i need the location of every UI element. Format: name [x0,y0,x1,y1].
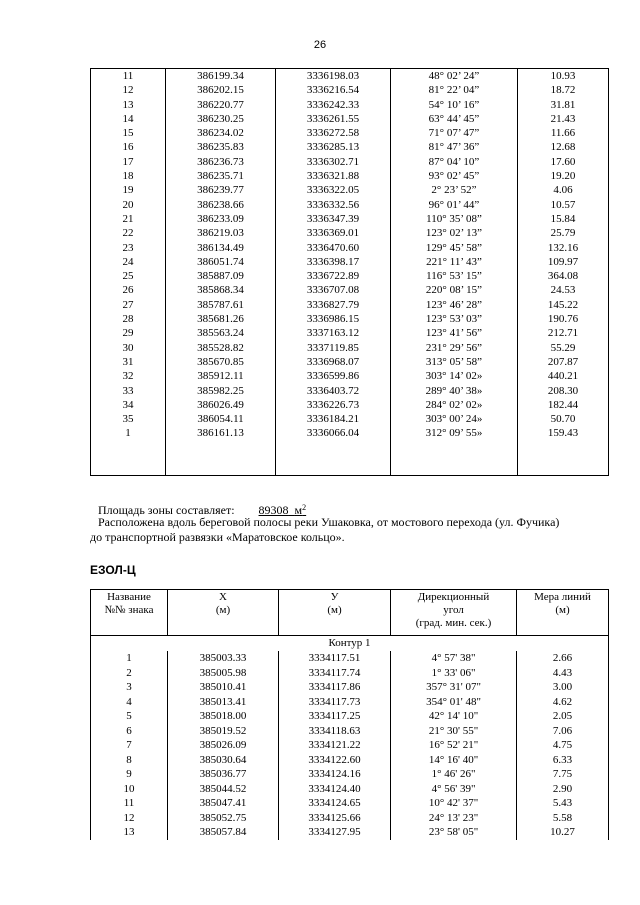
table-row [91,426,609,440]
line-length: 10.57 [518,198,609,212]
x-coordinate: 385681.26 [166,312,276,326]
point-number: 33 [91,384,166,398]
bearing-angle: 14° 16' 40" [391,753,517,768]
point-number: 30 [91,341,166,355]
bearing-angle: 24° 13' 23" [391,811,517,826]
bearing-angle: 81° 22’ 04” [391,83,518,97]
x-coordinate: 386235.71 [166,169,276,183]
table-row [91,355,609,369]
line-length: 55.29 [518,341,609,355]
line-length: 440.21 [518,369,609,383]
bearing-angle: 63° 44’ 45” [391,112,518,126]
bearing-angle: 284° 02’ 02» [391,398,518,412]
bearing-angle: 312° 09’ 55» [391,426,518,440]
y-coordinate: 3336332.56 [276,198,391,212]
line-length: 5.43 [517,796,609,811]
table-row [91,796,609,811]
line-length: 145.22 [518,298,609,312]
y-coordinate: 3336347.39 [276,212,391,226]
line-length: 190.76 [518,312,609,326]
x-coordinate: 386220.77 [166,98,276,112]
table-row [91,738,609,753]
x-coordinate: 386233.09 [166,212,276,226]
line-length: 17.60 [518,155,609,169]
zone-area-unit: $м^2$ [294,503,307,517]
point-number: 11 [91,69,166,84]
point-number: 15 [91,126,166,140]
empty-cell [276,441,391,476]
x-coordinate: 386230.25 [166,112,276,126]
bearing-angle: 313° 05’ 58” [391,355,518,369]
x-coordinate: 386239.77 [166,183,276,197]
table-row [91,811,609,826]
line-length: 24.53 [518,283,609,297]
y-coordinate: 3334117.51 [279,651,391,666]
empty-cell [166,441,276,476]
line-length: 159.43 [518,426,609,440]
line-length: 2.66 [517,651,609,666]
point-number: 1 [91,426,166,440]
line-length: 109.97 [518,255,609,269]
line-length: 7.75 [517,767,609,782]
line-length: 4.62 [517,695,609,710]
bearing-angle: 123° 41’ 56” [391,326,518,340]
bearing-angle: 231° 29’ 56” [391,341,518,355]
x-coordinate: 386234.02 [166,126,276,140]
line-length: 50.70 [518,412,609,426]
empty-cell [518,441,609,476]
line-length: 132.16 [518,241,609,255]
table-row [91,226,609,240]
x-coordinate: 386238.66 [166,198,276,212]
bearing-angle: 110° 35’ 08” [391,212,518,226]
y-coordinate: 3336403.72 [276,384,391,398]
bearing-angle: 289° 40’ 38» [391,384,518,398]
point-number: 18 [91,169,166,183]
point-number: 16 [91,140,166,154]
table-row [91,825,609,840]
table-header-row [91,590,609,636]
x-coordinate: 385982.25 [166,384,276,398]
ezol-c-table-body [91,636,609,840]
bearing-angle: 303° 14’ 02» [391,369,518,383]
line-length: 18.72 [518,83,609,97]
x-coordinate: 385005.98 [168,666,279,681]
x-coordinate: 386134.49 [166,241,276,255]
y-coordinate: 3334121.22 [279,738,391,753]
line-length: 19.20 [518,169,609,183]
x-coordinate: 386202.15 [166,83,276,97]
y-coordinate: 3334124.65 [279,796,391,811]
y-coordinate: 3336242.33 [276,98,391,112]
empty-row [91,441,609,476]
point-number: 19 [91,183,166,197]
table-row [91,384,609,398]
y-coordinate: 3336322.05 [276,183,391,197]
table-row [91,651,609,666]
zone-location-line2: до транспортной развязки «Маратовское кольцо». [90,530,345,544]
table-row [91,155,609,169]
section-title: ЕЗОЛ-Ц [90,563,136,577]
x-coordinate: 385003.33 [168,651,279,666]
x-coordinate: 386054.11 [166,412,276,426]
point-number: 25 [91,269,166,283]
x-coordinate: 385019.52 [168,724,279,739]
point-number: 28 [91,312,166,326]
table-row [91,83,609,97]
y-coordinate: 3336198.03 [276,69,391,84]
x-coordinate: 385030.64 [168,753,279,768]
page-number: 26 [313,39,327,51]
bearing-angle: 10° 42' 37" [391,796,517,811]
y-coordinate: 3334122.60 [279,753,391,768]
y-coordinate: 3336827.79 [276,298,391,312]
point-number: 6 [91,724,168,739]
table-row [91,709,609,724]
header-angle: Дирекционный угол (град. мин. сек.) [391,590,517,636]
y-coordinate: 3336986.15 [276,312,391,326]
bearing-angle: 1° 33' 06" [391,666,517,681]
point-number: 23 [91,241,166,255]
point-number: 17 [91,155,166,169]
table-row [91,283,609,297]
line-length: 7.06 [517,724,609,739]
line-length: 2.05 [517,709,609,724]
line-length: 208.30 [518,384,609,398]
bearing-angle: 123° 53’ 03” [391,312,518,326]
line-length: 31.81 [518,98,609,112]
table-row [91,183,609,197]
y-coordinate: 3334127.95 [279,825,391,840]
x-coordinate: 386199.34 [166,69,276,84]
bearing-angle: 4° 57' 38" [391,651,517,666]
table-row [91,298,609,312]
table-row [91,412,609,426]
x-coordinate: 385528.82 [166,341,276,355]
point-number: 20 [91,198,166,212]
point-number: 8 [91,753,168,768]
table-row [91,312,609,326]
point-number: 5 [91,709,168,724]
empty-cell [391,441,518,476]
coordinates-table-body [91,69,609,476]
table-row [91,369,609,383]
y-coordinate: 3337163.12 [276,326,391,340]
table-row [91,112,609,126]
point-number: 14 [91,112,166,126]
line-length: 4.06 [518,183,609,197]
y-coordinate: 3334117.86 [279,680,391,695]
line-length: 10.93 [518,69,609,84]
empty-cell [91,441,166,476]
y-coordinate: 3336968.07 [276,355,391,369]
y-coordinate: 3336226.73 [276,398,391,412]
table-row [91,69,609,84]
bearing-angle: 96° 01’ 44” [391,198,518,212]
y-coordinate: 3334117.73 [279,695,391,710]
y-coordinate: 3334117.74 [279,666,391,681]
y-coordinate: 3336216.54 [276,83,391,97]
line-length: 3.00 [517,680,609,695]
y-coordinate: 3336184.21 [276,412,391,426]
table-row [91,140,609,154]
bearing-angle: 1° 46' 26" [391,767,517,782]
bearing-angle: 21° 30' 55" [391,724,517,739]
line-length: 21.43 [518,112,609,126]
x-coordinate: 385047.41 [168,796,279,811]
bearing-angle: 4° 56' 39" [391,782,517,797]
y-coordinate: 3336369.01 [276,226,391,240]
y-coordinate: 3336321.88 [276,169,391,183]
table-row [91,724,609,739]
line-length: 25.79 [518,226,609,240]
line-length: 4.75 [517,738,609,753]
line-length: 10.27 [517,825,609,840]
line-length: 6.33 [517,753,609,768]
bearing-angle: 2° 23’ 52” [391,183,518,197]
header-y: У (м) [279,590,391,636]
bearing-angle: 357° 31' 07" [391,680,517,695]
point-number: 7 [91,738,168,753]
point-number: 3 [91,680,168,695]
table-row [91,269,609,283]
zone-area-value: 89308 [258,503,289,517]
point-number: 2 [91,666,168,681]
x-coordinate: 386219.03 [166,226,276,240]
line-length: 182.44 [518,398,609,412]
table-row [91,767,609,782]
line-length: 12.68 [518,140,609,154]
point-number: 10 [91,782,168,797]
table-row [91,212,609,226]
y-coordinate: 3336285.13 [276,140,391,154]
x-coordinate: 386235.83 [166,140,276,154]
table-row [91,398,609,412]
table-row [91,98,609,112]
x-coordinate: 385010.41 [168,680,279,695]
point-number: 13 [91,98,166,112]
zone-area-label: Площадь зоны составляет: [98,503,235,517]
bearing-angle: 123° 46’ 28” [391,298,518,312]
x-coordinate: 386026.49 [166,398,276,412]
x-coordinate: 386161.13 [166,426,276,440]
bearing-angle: 354° 01' 48" [391,695,517,710]
table-row [91,255,609,269]
line-length: 5.58 [517,811,609,826]
point-number: 29 [91,326,166,340]
x-coordinate: 386236.73 [166,155,276,169]
bearing-angle: 16° 52' 21" [391,738,517,753]
point-number: 35 [91,412,166,426]
point-number: 24 [91,255,166,269]
table-row [91,169,609,183]
point-number: 12 [91,811,168,826]
point-number: 13 [91,825,168,840]
point-number: 1 [91,651,168,666]
table-row [91,680,609,695]
x-coordinate: 385057.84 [168,825,279,840]
line-length: 2.90 [517,782,609,797]
table-row [91,126,609,140]
x-coordinate: 385787.61 [166,298,276,312]
point-number: 12 [91,83,166,97]
table-row [91,241,609,255]
bearing-angle: 71° 07’ 47” [391,126,518,140]
x-coordinate: 385912.11 [166,369,276,383]
bearing-angle: 48° 02’ 24” [391,69,518,84]
bearing-angle: 87° 04’ 10” [391,155,518,169]
header-name: Название №№ знака [91,590,168,636]
line-length: 364.08 [518,269,609,283]
y-coordinate: 3336707.08 [276,283,391,297]
point-number: 4 [91,695,168,710]
point-number: 22 [91,226,166,240]
point-number: 26 [91,283,166,297]
coordinates-table-continued [90,68,609,476]
x-coordinate: 385670.85 [166,355,276,369]
y-coordinate: 3334125.66 [279,811,391,826]
bearing-angle: 303° 00’ 24» [391,412,518,426]
y-coordinate: 3336261.55 [276,112,391,126]
line-length: 11.66 [518,126,609,140]
line-length: 15.84 [518,212,609,226]
y-coordinate: 3334118.63 [279,724,391,739]
bearing-angle: 220° 08’ 15” [391,283,518,297]
point-number: 21 [91,212,166,226]
point-number: 27 [91,298,166,312]
y-coordinate: 3336398.17 [276,255,391,269]
x-coordinate: 385036.77 [168,767,279,782]
zone-location-line1: Расположена вдоль береговой полосы реки Ушаковка, от мостового перехода (ул. Фучика) [98,515,560,529]
y-coordinate: 3336066.04 [276,426,391,440]
bearing-angle: 93° 02’ 45” [391,169,518,183]
x-coordinate: 385868.34 [166,283,276,297]
line-length: 212.71 [518,326,609,340]
x-coordinate: 385018.00 [168,709,279,724]
bearing-angle: 54° 10’ 16” [391,98,518,112]
table-row [91,198,609,212]
bearing-angle: 123° 02’ 13” [391,226,518,240]
y-coordinate: 3336599.86 [276,369,391,383]
table-row [91,695,609,710]
x-coordinate: 385052.75 [168,811,279,826]
point-number: 9 [91,767,168,782]
contour-row [91,636,609,652]
table-row [91,782,609,797]
header-x: X (м) [168,590,279,636]
contour-label: Контур 1 [328,637,371,649]
bearing-angle: 221° 11’ 43” [391,255,518,269]
x-coordinate: 386051.74 [166,255,276,269]
x-coordinate: 385887.09 [166,269,276,283]
table-row [91,753,609,768]
bearing-angle: 23° 58' 05" [391,825,517,840]
y-coordinate: 3334117.25 [279,709,391,724]
point-number: 32 [91,369,166,383]
line-length: 207.87 [518,355,609,369]
y-coordinate: 3334124.16 [279,767,391,782]
x-coordinate: 385044.52 [168,782,279,797]
bearing-angle: 42° 14' 10" [391,709,517,724]
x-coordinate: 385026.09 [168,738,279,753]
y-coordinate: 3336302.71 [276,155,391,169]
x-coordinate: 385013.41 [168,695,279,710]
table-row [91,341,609,355]
y-coordinate: 3336470.60 [276,241,391,255]
bearing-angle: 81° 47’ 36” [391,140,518,154]
y-coordinate: 3336722.89 [276,269,391,283]
point-number: 34 [91,398,166,412]
point-number: 31 [91,355,166,369]
table-row [91,326,609,340]
line-length: 4.43 [517,666,609,681]
y-coordinate: 3337119.85 [276,341,391,355]
y-coordinate: 3334124.40 [279,782,391,797]
y-coordinate: 3336272.58 [276,126,391,140]
table-row [91,666,609,681]
bearing-angle: 129° 45’ 58” [391,241,518,255]
point-number: 11 [91,796,168,811]
bearing-angle: 116° 53’ 15” [391,269,518,283]
x-coordinate: 385563.24 [166,326,276,340]
ezol-c-coordinates-table [90,589,609,840]
header-length: Мера линий (м) [517,590,609,636]
